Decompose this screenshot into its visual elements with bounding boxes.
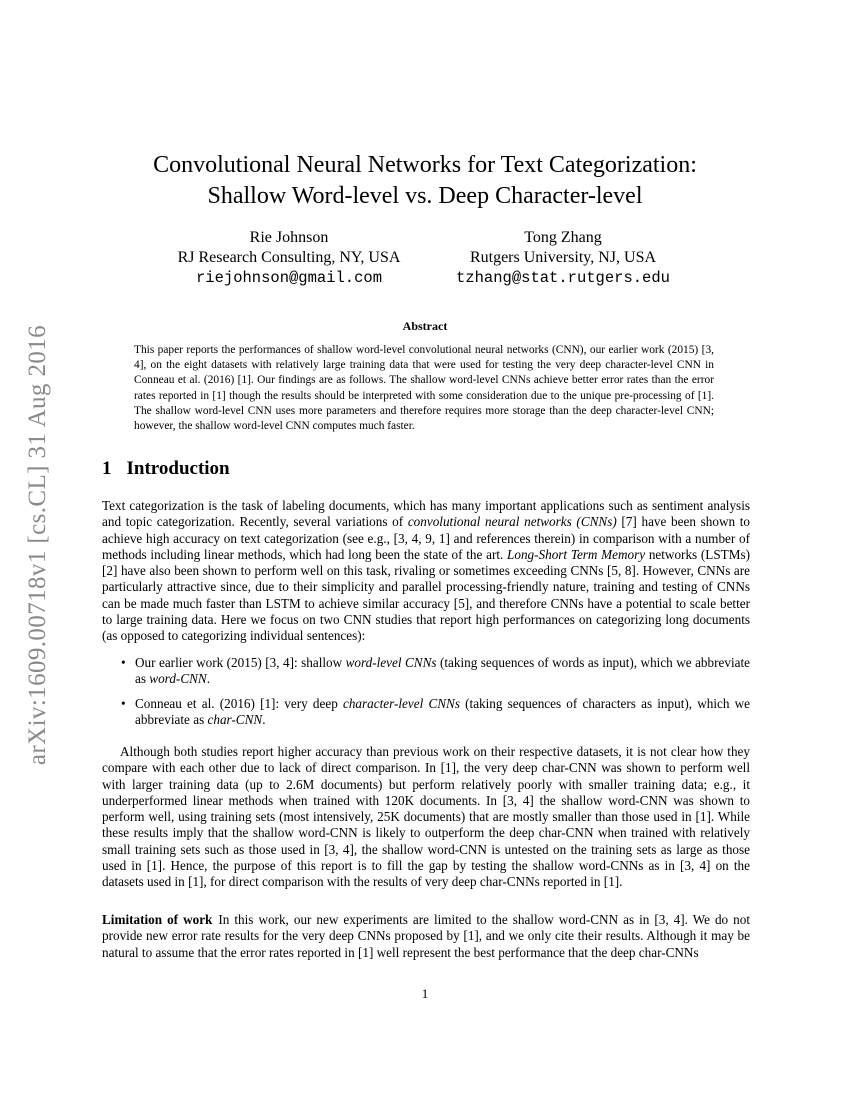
arxiv-identifier: arXiv:1609.00718v1 [cs.CL] 31 Aug 2016 (24, 324, 51, 766)
text-run: (taking sequences of words as input), which we abbreviate as (135, 655, 750, 687)
emphasis: word-CNN (149, 671, 207, 687)
emphasis: word-level CNNs (345, 655, 437, 670)
text-run: In this work, our new experiments are limited to the shallow word-CNN as in [3, 4]. We do not provide new error rate results for the very deep CNNs proposed by [1], and we only cite their results. Although it may be natural to assume that the error rates reported in [1] well represent the best performance that the deep char-CNNs (102, 912, 750, 960)
author-name: Tong Zhang (524, 229, 602, 246)
author-affiliation: Rutgers University, NJ, USA (469, 249, 657, 266)
author-email: riejohnson@gmail.com (195, 269, 383, 287)
text-run: Our earlier work (2015) [3, 4]: shallow (135, 655, 346, 670)
author-2 (413, 228, 713, 288)
emphasis: Long-Short Term Memory (507, 546, 646, 562)
paper-title (0, 150, 850, 212)
section-number: 1 (102, 458, 112, 479)
cnn-studies-list (102, 655, 750, 736)
page-number: 1 (421, 986, 429, 1001)
bullet-icon: • (121, 695, 126, 711)
abstract-text: This paper reports the performances of shallow word-level convolutional neural networks (CNN), our earlier work (2015) [3, 4], on the eight datasets with relatively large training data that were used for testing the very deep character-level CNN in Conneau et al. (2016) [1]. Our findings are as follows. The shallow word-level CNNs achieve better error rates than the error rates reported in [1] though the results should be interpreted with some consideration due to the unique pre-processing of [1]. The shallow word-level CNN uses more parameters and therefore requires more storage than the deep character-level CNN; however, the shallow word-level CNN computes much faster. (134, 344, 714, 433)
text-run: networks (LSTMs) [2] have also been shown to perform well on this task, rivaling or sometimes exceeding CNNs [5, 8]. However, CNNs are particularly attractive since, due to their simplicity and parallel processing-friendly nature, training and testing of CNNs can be made much faster than LSTM to achieve similar accuracy [5], and therefore CNNs have a potential to scale better to large training data. Here we focus on two CNN studies that report high performances on categorizing long documents (as opposed to categorizing individual sentences): (102, 546, 750, 644)
author-affiliation: RJ Research Consulting, NY, USA (177, 249, 401, 266)
list-item (102, 655, 750, 688)
abstract-heading: Abstract (402, 319, 448, 333)
text-run: . (262, 711, 266, 727)
section-title: Introduction (126, 458, 230, 479)
paragraph-label: Limitation of work (102, 912, 213, 927)
text-run: Conneau et al. (2016) [1]: very deep (135, 695, 343, 711)
author-email: tzhang@stat.rutgers.edu (456, 269, 670, 287)
emphasis: character-level CNNs (342, 695, 460, 711)
emphasis: char-CNN (207, 711, 263, 727)
text-run: Text categorization is the task of labeling documents, which has many important applications such as sentiment analysis and topic categorization. Recently, several variations of (102, 498, 750, 530)
intro-paragraph-1 (102, 498, 750, 645)
author-1 (139, 228, 439, 288)
bullet-icon: • (121, 655, 126, 670)
author-block (0, 228, 850, 298)
text-run: (taking sequences of characters as input), which we abbreviate as (135, 695, 751, 727)
title-line-1: Convolutional Neural Networks for Text Categorization: (153, 152, 697, 178)
limitation-paragraph (102, 912, 750, 961)
title-line-2: Shallow Word-level vs. Deep Character-level (207, 183, 643, 209)
emphasis: convolutional neural networks (CNNs) (407, 514, 617, 530)
text-run: [7] have been shown to achieve high accuracy on text categorization (see e.g., [3, 4, 9, 1] and references therein) in comparison with a number of methods including linear methods, which had long been the state of the art. (102, 514, 751, 562)
section-heading (102, 458, 230, 480)
author-name: Rie Johnson (249, 229, 329, 246)
intro-paragraph-2: Although both studies report higher accuracy than previous work on their respective datasets, it is not clear how they compare with each other due to lack of direct comparison. In [1], the very deep char-CNN was shown to perform well with larger training data (up to 2.6M documents) but perform relatively poorly with smaller training data; e.g., it underperformed linear methods when trained with 120K documents. In [3, 4] the shallow word-CNN was shown to perform well, using training sets (most intensively, 25K documents) that are mostly smaller than those used in [1]. While these results imply that the shallow word-CNN is likely to outperform the deep char-CNN when trained with relatively small training sets such as those used in [3, 4], the shallow word-CNN is untested on the training sets as large as those used in [1]. Hence, the purpose of this report is to fill the gap by testing the shallow word-CNNs as in [3, 4] on the datasets used in [1], for direct comparison with the results of very deep char-CNNs reported in [1]. (102, 744, 750, 890)
list-item (102, 696, 750, 729)
text-run: . (206, 671, 210, 687)
